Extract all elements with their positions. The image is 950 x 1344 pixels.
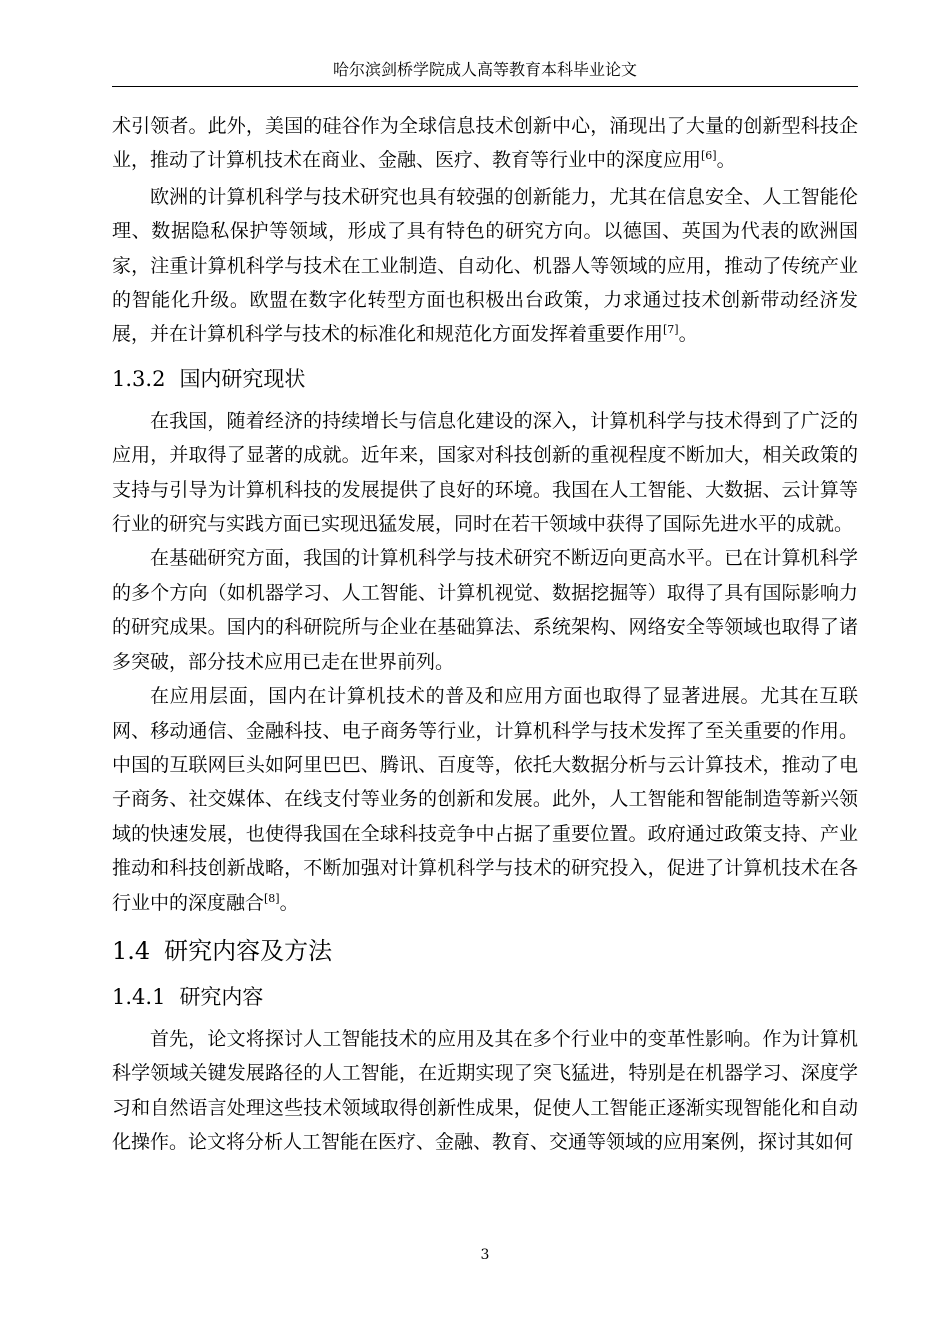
section-heading-1-3-2 xyxy=(112,362,858,396)
paragraph-application-level: 在应用层面，国内在计算机技术的普及和应用方面也取得了显著进展。尤其在互联网、移动通信、金融科技、电子商务等行业，计算机科学与技术发挥了至关重要的作用。中国的互联网巨头如阿里巴巴、腾讯、百度等，依托大数据分析与云计算技术，推动了电子商务、社交媒体、在线支付等业务的创新和发展。此外，人工智能和智能制造等新兴领域的快速发展，也使得我国在全球科技竞争中占据了重要位置。政府通过政策支持、产业推动和科技创新战略，不断加强对计算机科学与技术的研究投入，促进了计算机技术在各行业中的深度融合[8]。 xyxy=(112,685,858,914)
section-title: 研究内容及方法 xyxy=(164,936,333,965)
page-header-title: 哈尔滨剑桥学院成人高等教育本科毕业论文 xyxy=(332,60,637,79)
paragraph-basic-research: 在基础研究方面，我国的计算机科学与技术研究不断迈向更高水平。已在计算机科学的多个方向（如机器学习、人工智能、计算机视觉、数据挖掘等）取得了具有国际影响力的研究成果。国内的科研院所与企业在基础算法、系统架构、网络安全等领域也取得了诸多突破，部分技术应用已走在世界前列。 xyxy=(112,547,858,673)
paragraph-us-research: 术引领者。此外，美国的硅谷作为全球信息技术创新中心，涌现出了大量的创新型科技企业，推动了计算机技术在商业、金融、医疗、教育等行业中的深度应用[6]。 xyxy=(112,115,858,172)
page-number: 3 xyxy=(480,1247,490,1263)
citation-ref: [8] xyxy=(264,891,280,905)
section-heading-1-4-1 xyxy=(112,980,858,1014)
citation-ref: [6] xyxy=(701,149,717,163)
paragraph-domestic-overview: 在我国，随着经济的持续增长与信息化建设的深入，计算机科学与技术得到了广泛的应用，并取得了显著的成就。近年来，国家对科技创新的重视程度不断加大，相关政策的支持与引导为计算机科技的发展提供了良好的环境。我国在人工智能、大数据、云计算等行业的研究与实践方面已实现迅猛发展，同时在若干领域中获得了国际先进水平的成就。 xyxy=(112,409,858,536)
header-divider xyxy=(112,86,858,87)
section-title: 研究内容 xyxy=(179,984,264,1009)
section-title: 国内研究现状 xyxy=(179,366,306,391)
citation-ref: [7] xyxy=(663,323,679,337)
paragraph-research-content: 首先，论文将探讨人工智能技术的应用及其在多个行业中的变革性影响。作为计算机科学领域关键发展路径的人工智能，在近期实现了突飞猛进，特别是在机器学习、深度学习和自然语言处理这些技术领域取得创新性成果，促使人工智能正逐渐实现智能化和自动化操作。论文将分析人工智能在医疗、金融、教育、交通等领域的应用案例，探讨其如何 xyxy=(112,1027,858,1154)
section-number: 1.4.1 xyxy=(112,984,166,1009)
section-number: 1.4 xyxy=(112,936,151,965)
page-body xyxy=(112,109,858,1160)
section-number: 1.3.2 xyxy=(112,366,166,391)
paragraph-europe-research: 欧洲的计算机科学与技术研究也具有较强的创新能力，尤其在信息安全、人工智能伦理、数据隐私保护等领域，形成了具有特色的研究方向。以德国、英国为代表的欧洲国家，注重计算机科学与技术在工业制造、自动化、机器人等领域的应用，推动了传统产业的智能化升级。欧盟在数字化转型方面也积极出台政策，力求通过技术创新带动经济发展，并在计算机科学与技术的标准化和规范化方面发挥着重要作用[7]。 xyxy=(112,185,858,346)
section-heading-1-4 xyxy=(112,932,858,970)
